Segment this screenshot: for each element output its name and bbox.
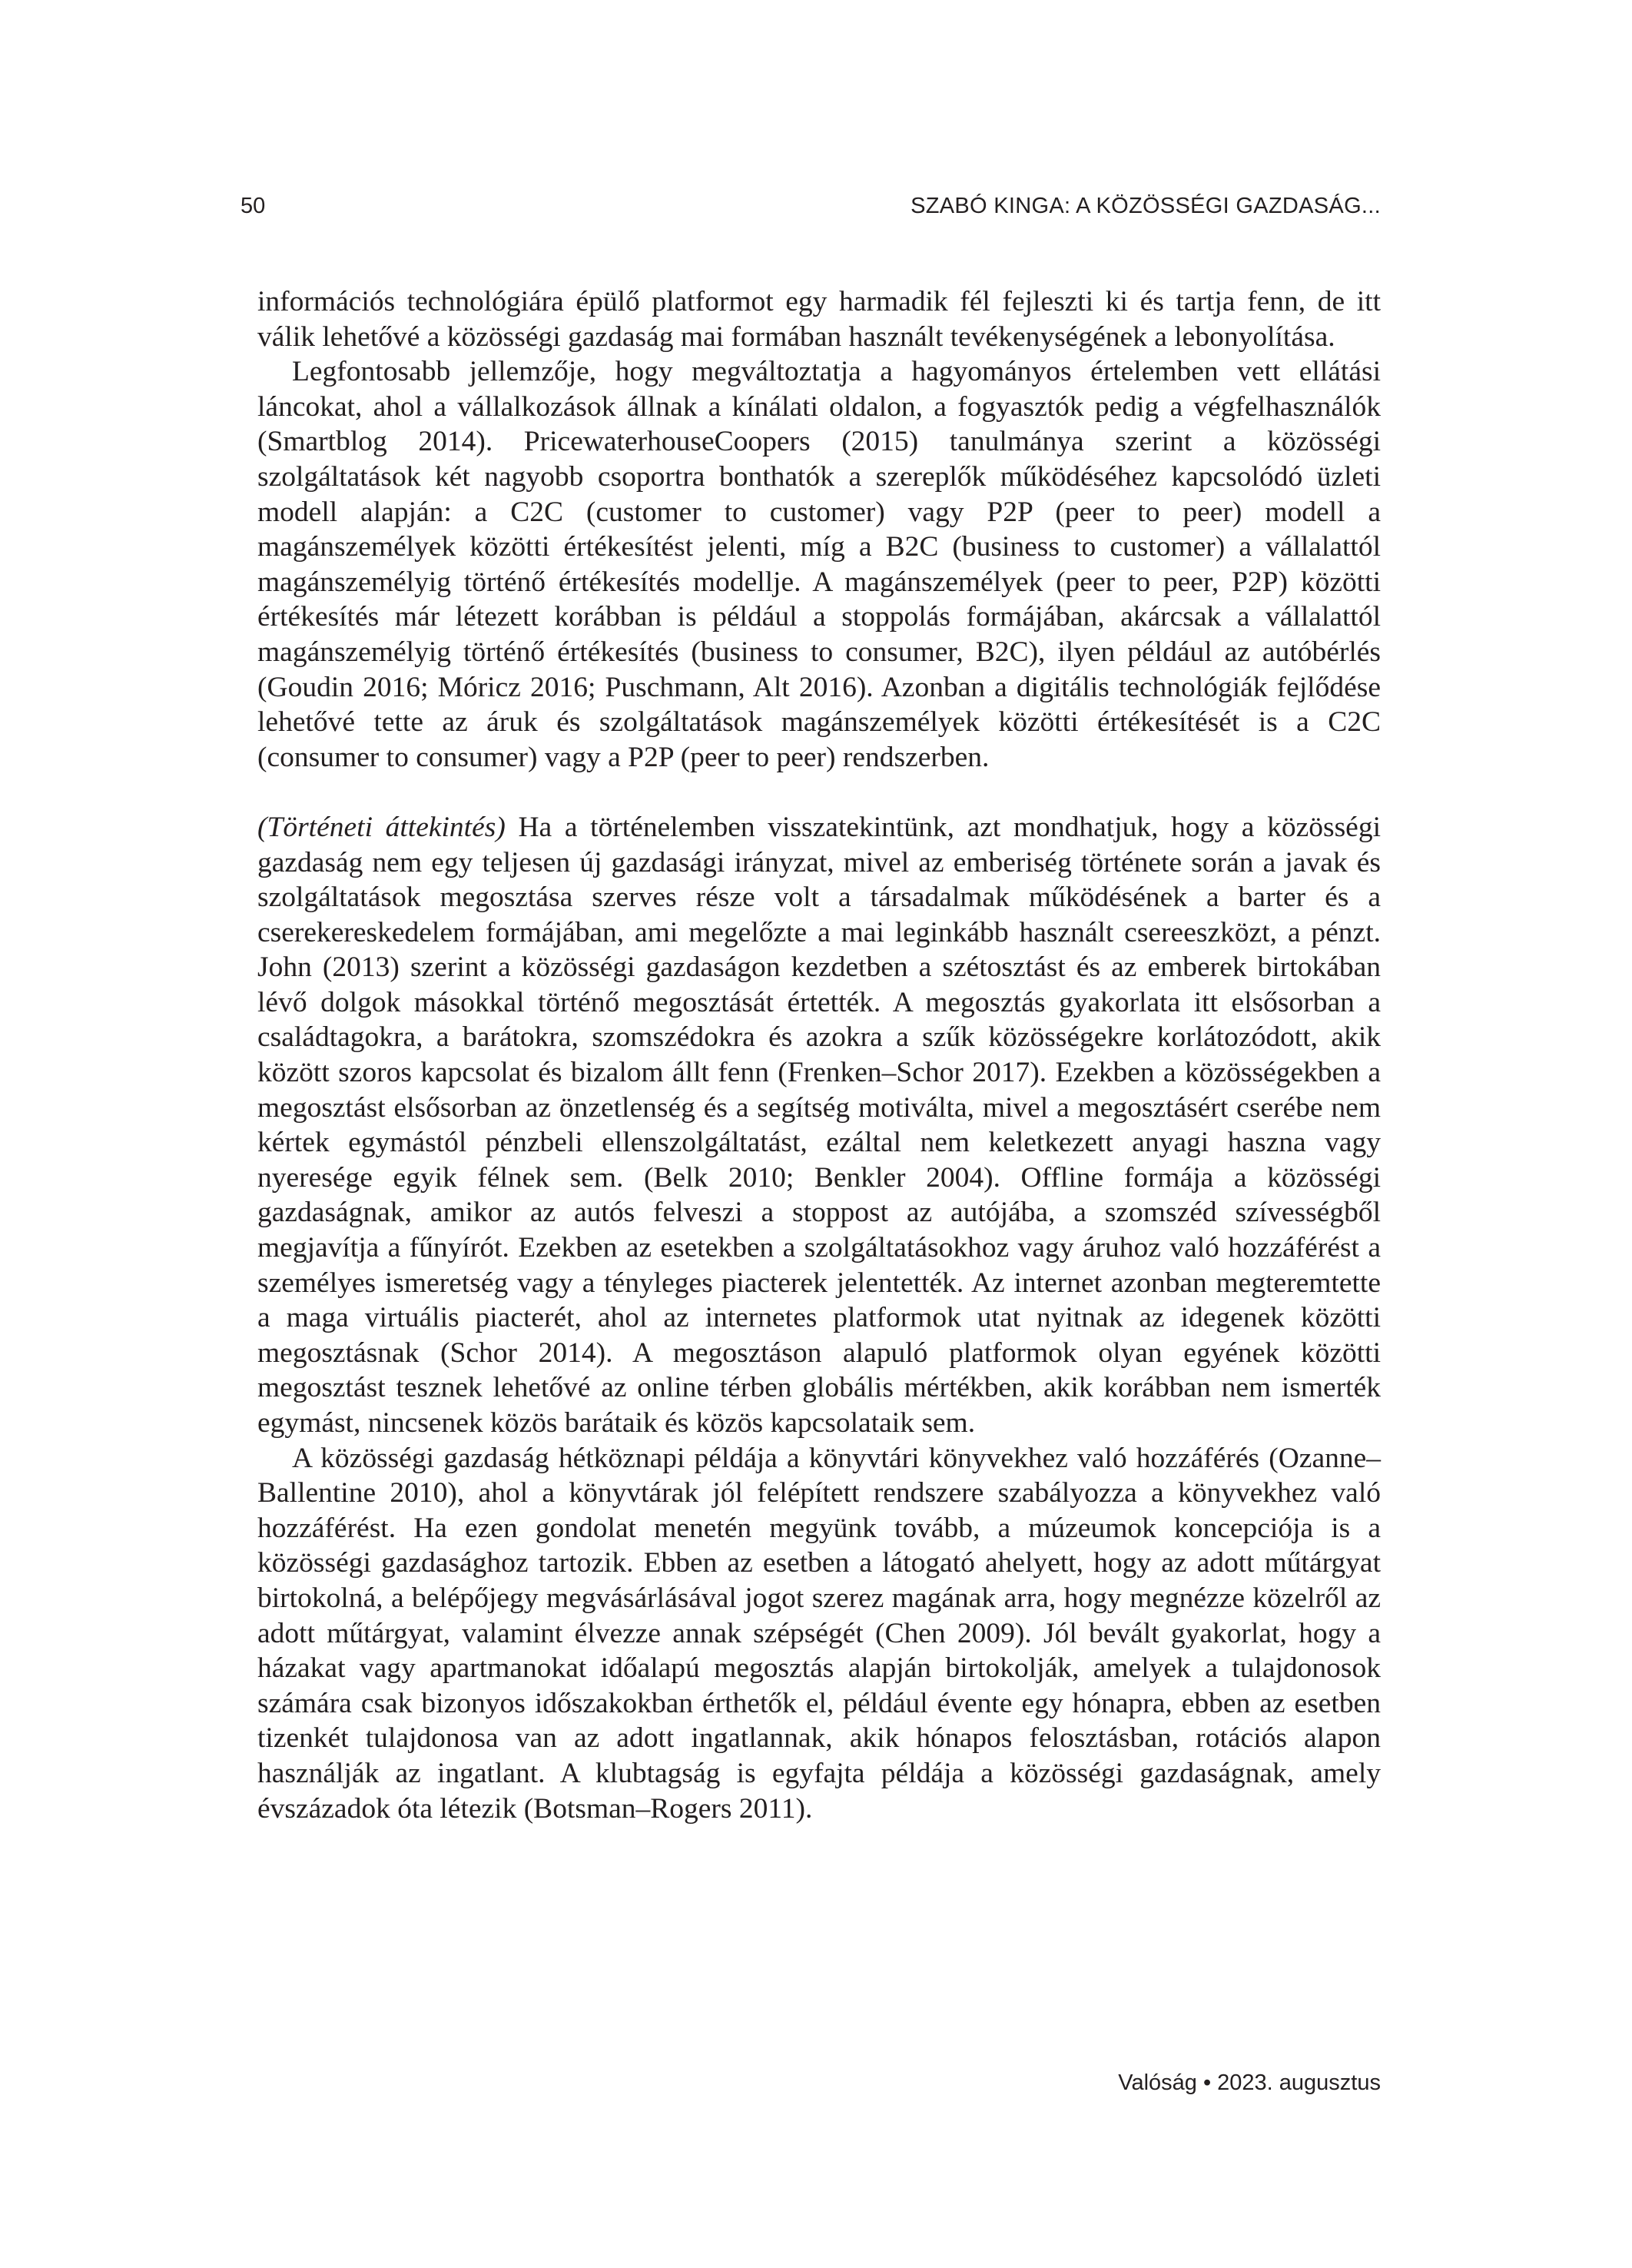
paragraph-business-models: Legfontosabb jellemzője, hogy megváltoztatja a hagyományos értelemben vett ellátási láncokat, ahol a vállalkozások állnak a kínálati oldalon, a fogyasztók pedig a végfelhasználók (Smartblog 2014). PricewaterhouseCoopers (2015) tanulmánya szerint a közösségi szolgáltatások két nagyobb csoportra bonthatók a szereplők működéséhez kapcsolódó üzleti modell alapján: a C2C (customer to customer) vagy P2P (peer to peer) modell a magánszemélyek közötti értékesítést jelenti, míg a B2C (business to customer) a vállalattól magánszemélyig történő értékesítés modellje. A magánszemélyek (peer to peer, P2P) közötti értékesítés már létezett korábban is például a stoppolás formájában, akárcsak a vállalattól magánszemélyig történő értékesítés (business to consumer, B2C), ilyen például az autóbérlés (Goudin 2016; Móricz 2016; Puschmann, Alt 2016). Azonban a digitális technológiák fejlődése lehetővé tette az áruk és szolgáltatások magánszemélyek közötti értékesítését is a C2C (consumer to consumer) vagy a P2P (peer to peer) rendszerben. xyxy=(257,356,1381,773)
paragraph-continuation: információs technológiára épülő platformot egy harmadik fél fejleszti ki és tartja fenn, de itt válik lehetővé a közösségi gazdaság mai formában használt tevékenységének a lebonyolítása. xyxy=(257,286,1381,353)
running-header xyxy=(240,191,1381,221)
page-number: 50 xyxy=(240,194,266,218)
article-body xyxy=(257,284,1381,1826)
paragraph-everyday-examples: A közösségi gazdaság hétköznapi példája a könyvtári könyvekhez való hozzáférés (Ozanne–Ballentine 2010), ahol a könyvtárak jól felépített rendszere szabályozza a könyvekhez való hozzáférést. Ha ezen gondolat menetén megyünk tovább, a múzeumok koncepciója is a közösségi gazdasághoz tartozik. Ebben az esetben a látogató ahelyett, hogy az adott műtárgyat birtokolná, a belépőjegy megvásárlásával jogot szerez magának arra, hogy megnézze közelről az adott műtárgyat, valamint élvezze annak szépségét (Chen 2009). Jól bevált gyakorlat, hogy a házakat vagy apartmanokat időalapú megosztás alapján birtokolják, amelyek a tulajdonosok számára csak bizonyos időszakokban érthetők el, például évente egy hónapra, ebben az esetben tizenkét tulajdonosa van az adott ingatlannak, akik hónapos felosztásban, rotációs alapon használják az ingatlant. A klubtagság is egyfajta példája a közösségi gazdaságnak, amely évszázadok óta létezik (Botsman–Rogers 2011). xyxy=(257,1442,1381,1825)
page-footer: Valóság • 2023. augusztus xyxy=(1118,2070,1381,2095)
paragraph-historical-overview-text: Ha a történelemben visszatekintünk, azt mondhatjuk, hogy a közösségi gazdaság nem egy teljesen új gazdasági irányzat, mivel az emberiség története során a javak és szolgáltatások megosztása szerves része volt a társadalmak működésének a barter és a cserekereskedelem formájában, ami megelőzte a mai leginkább használt csereeszközt, a pénzt. John (2013) szerint a közösségi gazdaságon kezdetben a szétosztást és az emberek birtokában lévő dolgok másokkal történő megosztását értették. A megosztás gyakorlata itt elsősorban a családtagokra, a barátokra, szomszédokra és azokra a szűk közösségekre korlátozódott, akik között szoros kapcsolat és bizalom állt fenn (Frenken–Schor 2017). Ezekben a közösségekben a megosztást elsősorban az önzetlenség és a segítség motiválta, mivel a megosztásért cserébe nem kértek egymástól pénzbeli ellenszolgáltatást, ezáltal nem keletkezett anyagi haszna vagy nyeresége egyik félnek sem. (Belk 2010; Benkler 2004). Offline formája a közösségi gazdaságnak, amikor az autós felveszi a stoppost az autójába, a szomszéd szívességből megjavítja a fűnyírót. Ezekben az esetekben a szolgáltatásokhoz vagy áruhoz való hozzáférést a személyes ismeretség vagy a tényleges piacterek jelentették. Az internet azonban megteremtette a maga virtuális piacterét, ahol az internetes platformok utat nyitnak az idegenek közötti megosztásnak (Schor 2014). A megosztáson alapuló platformok olyan egyének közötti megosztást tesznek lehetővé az online térben globális mértékben, akik korábban nem ismerték egymást, nincsenek közös barátaik és közös kapcsolataik sem. xyxy=(257,811,1381,1439)
section-lead-in: (Történeti áttekintés) xyxy=(257,811,506,843)
running-title: SZABÓ KINGA: A KÖZÖSSÉGI GAZDASÁG... xyxy=(911,194,1381,218)
paragraph-historical-overview xyxy=(257,810,1381,1441)
